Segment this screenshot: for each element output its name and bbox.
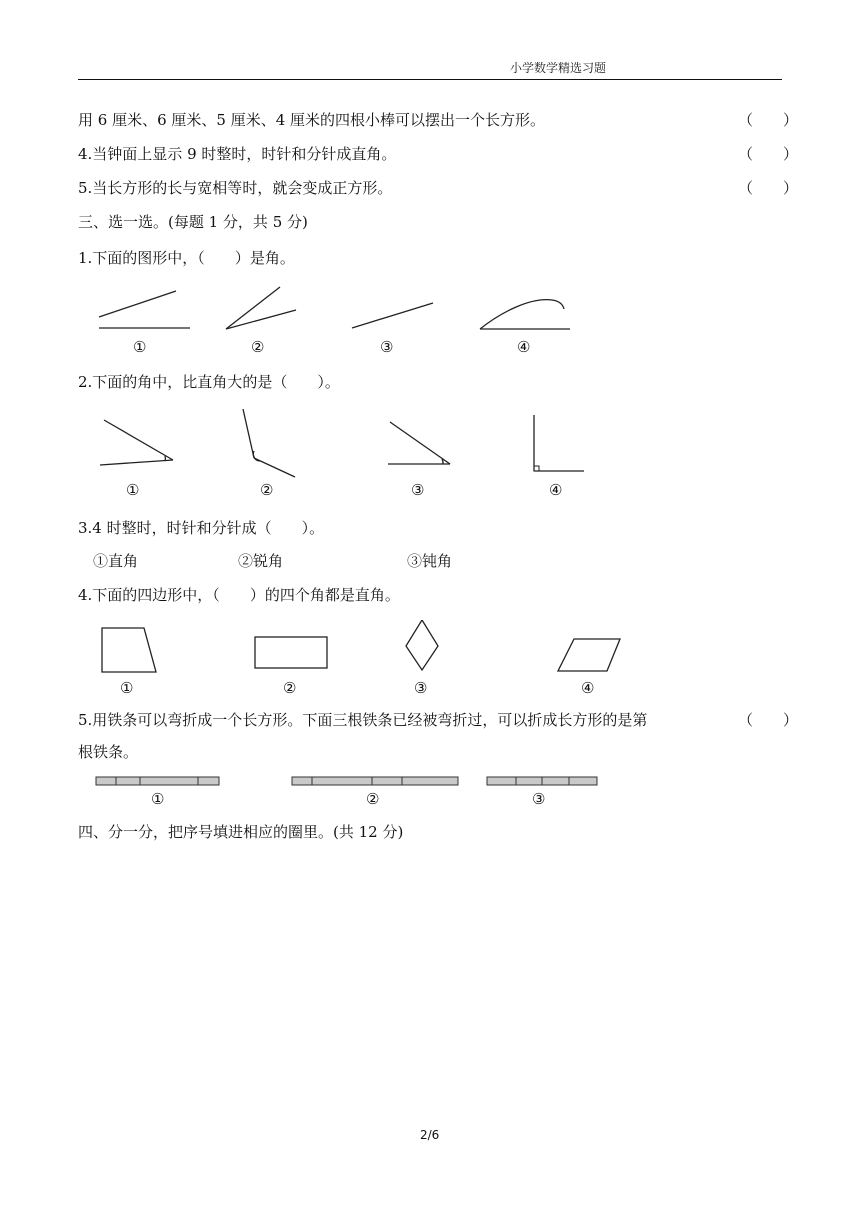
question-2: 2.下面的角中，比直角大的是（ ）。 bbox=[78, 373, 340, 391]
q4-label-4: ④ bbox=[581, 679, 595, 697]
q2-angle-3-arc bbox=[442, 459, 443, 464]
q4-label-3: ③ bbox=[414, 679, 428, 697]
q4-shape-rectangle bbox=[255, 637, 327, 668]
q4-figures bbox=[95, 620, 625, 680]
q3-option-1: ①直角 bbox=[93, 552, 139, 570]
section-heading: 四、分一分，把序号填进相应的圈里。(共 12 分) bbox=[78, 823, 404, 841]
question-3: 3.4 时整时，时针和分针成（ ）。 bbox=[78, 519, 325, 537]
q1-shape-2-ray-b bbox=[226, 310, 296, 329]
q1-shape-2-ray-a bbox=[226, 287, 280, 329]
q1-shape-1-ray bbox=[99, 291, 176, 317]
q2-figures bbox=[90, 405, 600, 480]
q5-label-3: ③ bbox=[532, 790, 546, 808]
q2-label-3: ③ bbox=[411, 481, 425, 499]
q4-shape-parallelogram bbox=[558, 639, 620, 671]
q1-label-2: ② bbox=[251, 338, 265, 356]
q2-label-2: ② bbox=[260, 481, 274, 499]
q2-label-4: ④ bbox=[549, 481, 563, 499]
q1-shape-4-curve bbox=[480, 300, 564, 329]
section-heading: 三、选一选。(每题 1 分，共 5 分) bbox=[78, 213, 308, 231]
q4-label-2: ② bbox=[283, 679, 297, 697]
judge-item-5: 5.当长方形的长与宽相等时，就会变成正方形。 bbox=[78, 179, 393, 197]
q2-label-1: ① bbox=[126, 481, 140, 499]
judge-item-3: 用 6 厘米、6 厘米、5 厘米、4 厘米的四根小棒可以摆出一个长方形。 bbox=[78, 111, 546, 129]
q2-angle-2-ray-a bbox=[243, 409, 254, 458]
answer-paren: （ ） bbox=[738, 711, 799, 729]
q3-option-3: ③钝角 bbox=[407, 552, 453, 570]
q3-option-2: ②锐角 bbox=[238, 552, 284, 570]
q1-label-1: ① bbox=[133, 338, 147, 356]
header-title: 小学数学精选习题 bbox=[510, 61, 607, 75]
q2-angle-1-ray-b bbox=[104, 420, 173, 460]
answer-paren: （ ） bbox=[738, 111, 799, 129]
q1-figures bbox=[90, 285, 590, 335]
q5-strip-1 bbox=[96, 777, 219, 785]
question-5-continued: 根铁条。 bbox=[78, 743, 139, 761]
q5-strip-2 bbox=[292, 777, 458, 785]
q5-figures bbox=[95, 776, 605, 788]
header-divider bbox=[78, 79, 782, 80]
question-1: 1.下面的图形中，（ ）是角。 bbox=[78, 249, 295, 267]
q2-angle-4-right-mark bbox=[534, 466, 539, 471]
page-number: 2/6 bbox=[420, 1128, 440, 1142]
answer-paren: （ ） bbox=[738, 179, 799, 197]
q2-angle-2-ray-b bbox=[254, 458, 295, 477]
q1-label-3: ③ bbox=[380, 338, 394, 356]
q4-label-1: ① bbox=[120, 679, 134, 697]
judge-item-4: 4.当钟面上显示 9 时整时，时针和分针成直角。 bbox=[78, 145, 397, 163]
q4-shape-rhombus bbox=[406, 620, 438, 670]
question-4: 4.下面的四边形中，（ ）的四个角都是直角。 bbox=[78, 586, 400, 604]
q1-shape-3-line bbox=[352, 303, 433, 328]
q2-angle-2-arc bbox=[253, 451, 260, 461]
q2-angle-3-ray-b bbox=[390, 422, 450, 464]
q5-label-2: ② bbox=[366, 790, 380, 808]
answer-paren: （ ） bbox=[738, 145, 799, 163]
question-5: 5.用铁条可以弯折成一个长方形。下面三根铁条已经被弯折过，可以折成长方形的是第 bbox=[78, 711, 648, 729]
q5-label-1: ① bbox=[151, 790, 165, 808]
q4-shape-trapezoid bbox=[102, 628, 156, 672]
q2-angle-1-ray-a bbox=[100, 460, 173, 465]
q1-label-4: ④ bbox=[517, 338, 531, 356]
